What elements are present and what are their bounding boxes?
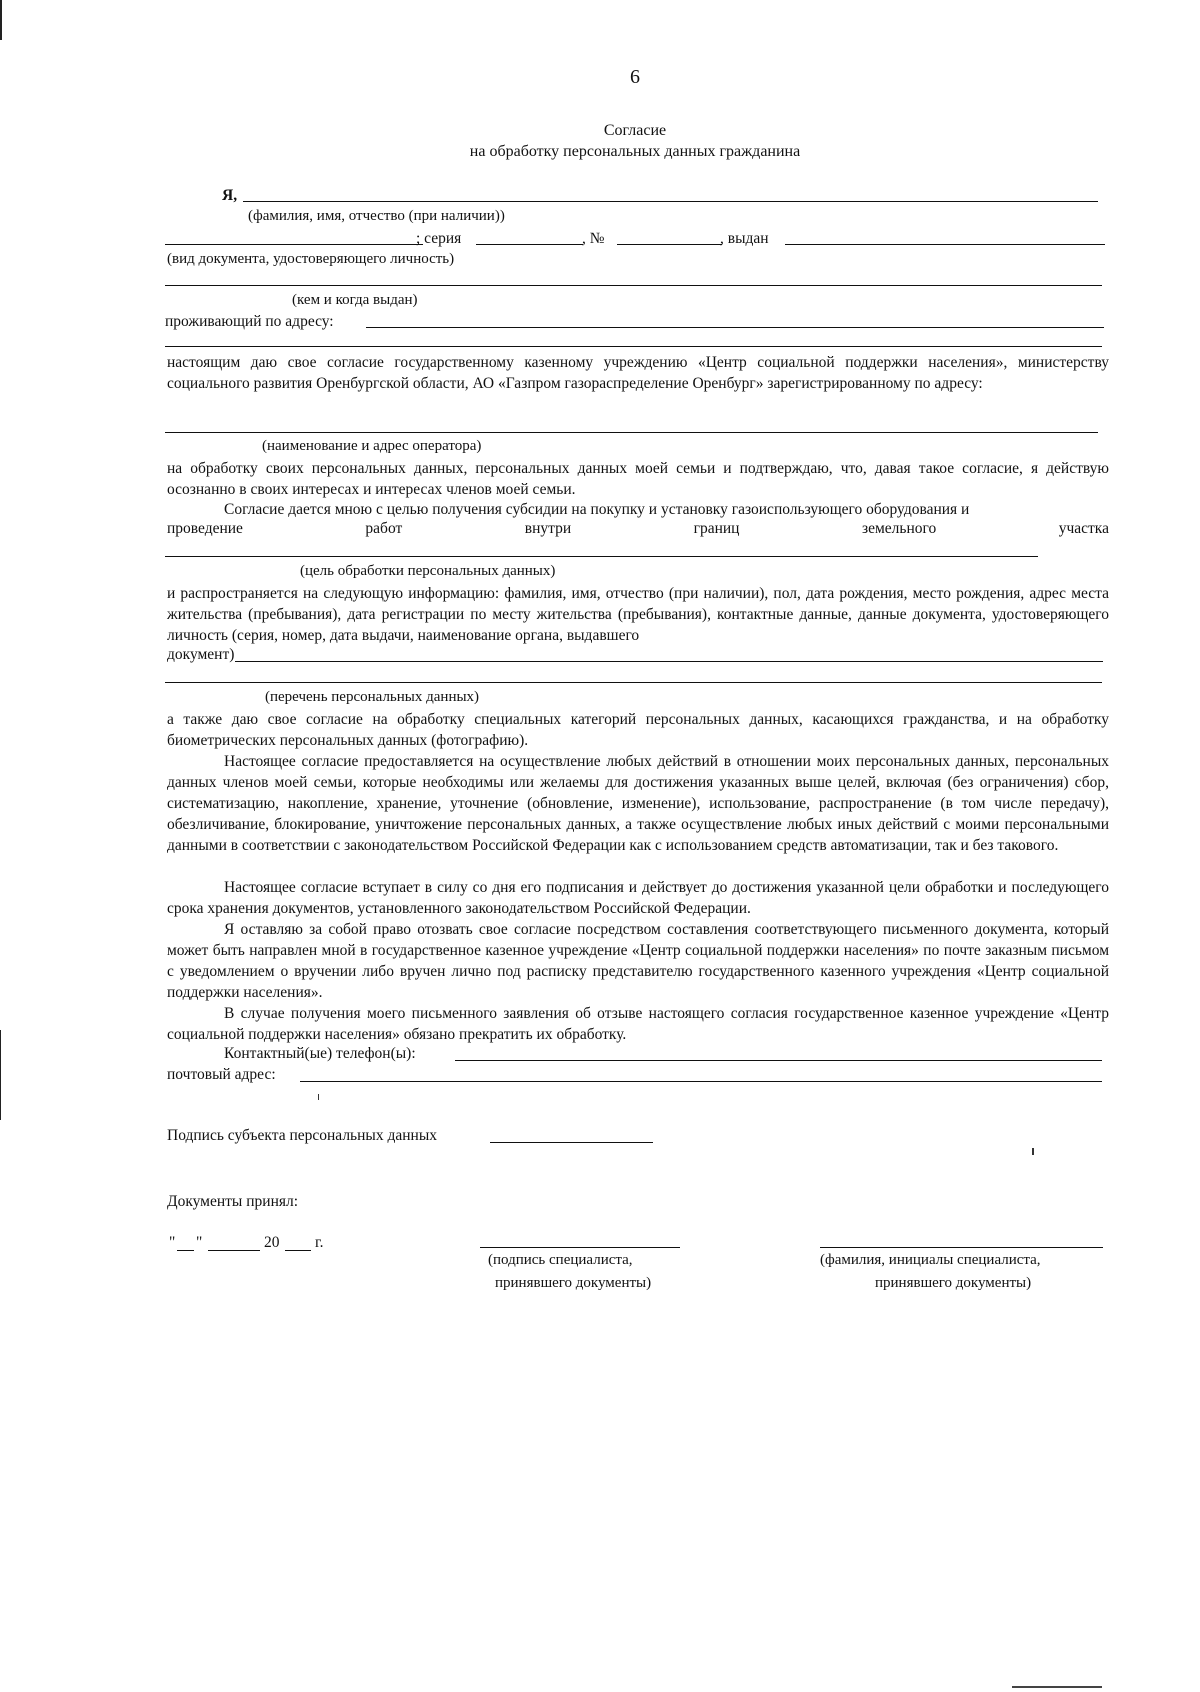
phone-label: Контактный(ые) телефон(ы): [224,1045,416,1062]
postal-label: почтовый адрес: [167,1066,276,1083]
operator-caption: (наименование и адрес оператора) [262,438,482,454]
issued-by-field[interactable] [165,285,1102,286]
specialist-sign-caption-2: принявшего документы) [495,1275,652,1291]
info-list-end: документ) [167,646,235,663]
info-list-field[interactable] [235,661,1103,662]
purpose-word: земельного [861,520,937,537]
purpose-line: Согласие дается мною с целью получения субсидии на покупку и установку газоиспользующего оборудования и [224,501,970,518]
withdrawal-paragraph: В случае получения моего письменного заявления об отзыве настоящего согласия государственное казенное учреждение «Центр социальной поддержки населения» обязано прекратить их обработку. [167,1005,1109,1043]
subject-signature-field[interactable] [490,1142,653,1143]
purpose-field[interactable] [165,556,1038,557]
series-label: ; серия [416,230,462,247]
info-list-field-2[interactable] [165,682,1102,683]
specialist-signature-field[interactable] [480,1247,680,1248]
purpose-words-row [167,520,1109,538]
date-day-field[interactable] [177,1250,194,1251]
issued-label: , выдан [720,230,769,247]
specialist-sign-caption-1: (подпись специалиста, [488,1252,633,1268]
address-field-2[interactable] [165,346,1102,347]
operator-field[interactable] [165,432,1098,433]
date-year-field[interactable] [285,1250,311,1251]
scan-speck [318,1094,319,1100]
title-line-1: Согласие [603,122,667,139]
address-label: проживающий по адресу: [165,313,334,330]
date-close-quote: " [196,1234,203,1251]
postal-field[interactable] [300,1081,1102,1082]
date-suffix: г. [315,1234,324,1251]
special-categories: а также даю свое согласие на обработку специальных категорий персональных данных, касающихся гражданства, и на обработку биометрических персональных данных (фотографию). [167,711,1109,749]
date-month-field[interactable] [208,1250,260,1251]
number-label: , № [582,230,605,247]
issued-by-caption: (кем и когда выдан) [292,292,418,308]
validity-paragraph: Настоящее согласие вступает в силу со дня его подписания и действует до достижения указанной цели обработки и последующего срока хранения документов, установленного законодательством Российской Федерации. [167,879,1109,917]
date-open-quote: " [169,1234,176,1251]
specialist-name-caption-1: (фамилия, инициалы специалиста, [820,1252,1041,1268]
purpose-word: проведение [167,520,243,537]
revoke-paragraph: Я оставляю за собой право отозвать свое согласие посредством составления соответствующего письменного документа, который может быть направлен мной в государственное казенное учреждение «Центр социальной поддержки населения» по почте заказным письмом с уведомлением о вручении либо вручен лично под расписку представителю государственного казенного учреждения «Центр социальной поддержки населения». [167,921,1109,1001]
processing-consent: на обработку своих персональных данных, персональных данных моей семьи и подтверждаю, что, давая такое согласие, я действую осознанно в своих интересах и интересах членов моей семьи. [167,460,1109,498]
consent-intro: настоящим даю свое согласие государственному казенному учреждению «Центр социальной поддержки населения», министерству социального развития Оренбургской области, АО «Газпром газораспределение Оренбург» зарегистрированному по адресу: [167,354,1109,392]
series-field[interactable] [476,244,583,245]
actions-paragraph: Настоящее согласие предоставляется на осуществление любых действий в отношении моих персональных данных, персональных данных членов моей семьи, которые необходимы или желаемы для достижения указанных выше целей, включая (без ограничения) сбор, систематизацию, накопление, хранение, уточнение (обновление, изменение), использование, распространение (в том числе передачу), обезличивание, блокирование, уничтожение персональных данных, а также осуществление любых иных действий с моими персональными данными в соответствии с законодательством Российской Федерации как с использованием средств автоматизации, так и без такового. [167,753,1109,854]
scan-speck [1032,1148,1034,1155]
fio-field[interactable] [243,201,1098,202]
title-line-2: на обработку персональных данных гражданина [469,143,801,160]
issued-field[interactable] [785,244,1105,245]
address-field[interactable] [366,327,1104,328]
info-list: и распространяется на следующую информацию: фамилия, имя, отчество (при наличии), пол, дата рождения, место рождения, адрес места жительства (пребывания), дата регистрации по месту жительства (пребывания), контактные данные, данные документа, удостоверяющего личность (серия, номер, дата выдачи, наименование органа, выдавшего [167,585,1109,644]
fio-caption: (фамилия, имя, отчество (при наличии)) [248,208,505,224]
doc-type-field[interactable] [165,244,423,245]
doc-caption: (вид документа, удостоверяющего личность) [167,251,455,267]
subject-signature-label: Подпись субъекта персональных данных [167,1127,437,1144]
scan-speck [1012,1686,1102,1688]
purpose-word: участка [1058,520,1109,537]
purpose-word: работ [365,520,403,537]
scan-edge-mark [0,0,2,40]
accepted-label: Документы принял: [167,1193,299,1210]
purpose-caption: (цель обработки персональных данных) [300,563,556,579]
specialist-name-field[interactable] [820,1247,1103,1248]
number-field[interactable] [617,244,722,245]
date-year-prefix: 20 [264,1234,280,1251]
ya-label: Я, [222,187,238,204]
page-number: 6 [630,66,640,88]
specialist-name-caption-2: принявшего документы) [875,1275,1032,1291]
list-caption: (перечень персональных данных) [265,689,480,705]
phone-field[interactable] [455,1060,1102,1061]
purpose-word: границ [693,520,740,537]
purpose-word: внутри [524,520,572,537]
scan-edge-mark [0,1030,1,1120]
